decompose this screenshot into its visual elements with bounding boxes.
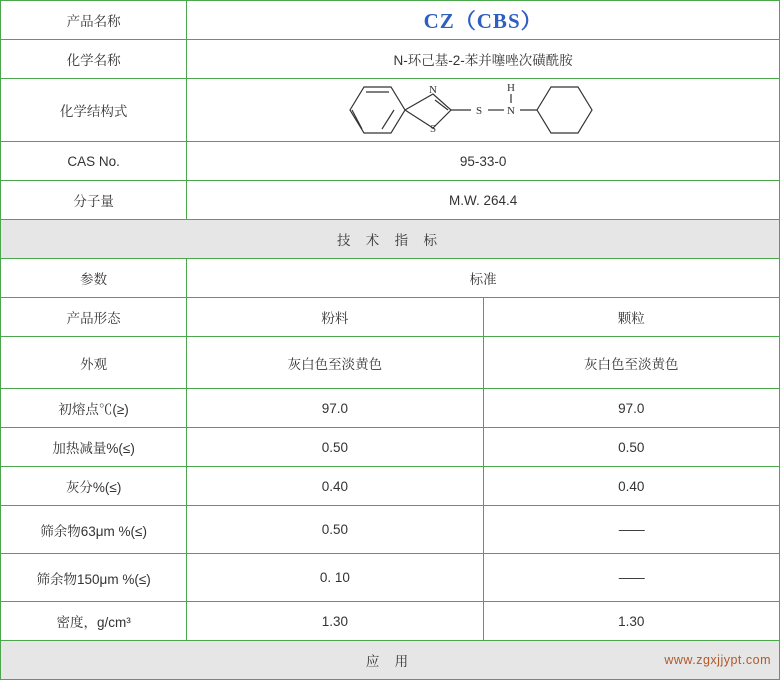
row-powder-melting: 97.0: [187, 389, 483, 428]
table-row: [1, 181, 780, 220]
row-granule-residue-150: ——: [483, 554, 779, 602]
table-row: [1, 259, 780, 298]
table-row: [1, 1, 780, 40]
tech-index-band: [1, 220, 780, 259]
table-row: [1, 389, 780, 428]
row-label-density: 密度，g/cm³: [1, 602, 187, 641]
site-watermark: www.zgxjjypt.com: [664, 653, 771, 667]
row-label-ash: 灰分%(≤): [1, 467, 187, 506]
row-label-form: 产品形态: [1, 298, 187, 337]
structure-atom-h-link: H: [507, 82, 516, 94]
table-row: [1, 298, 780, 337]
standard-header: 标准: [187, 259, 780, 298]
row-granule-form: 颗粒: [483, 298, 779, 337]
row-granule-melting: 97.0: [483, 389, 779, 428]
mw-label: 分子量: [1, 181, 187, 220]
chemical-name-label: 化学名称: [1, 40, 187, 79]
application-band: [1, 641, 780, 680]
row-powder-density: 1.30: [187, 602, 483, 641]
row-label-melting: 初熔点℃(≥): [1, 389, 187, 428]
structure-atom-n-link: N: [507, 105, 516, 117]
row-powder-residue-63: 0.50: [187, 506, 483, 554]
structure-atom-n-ring: N: [429, 84, 438, 96]
row-granule-density: 1.30: [483, 602, 779, 641]
row-label-residue-63: 筛余物63μm %(≤): [1, 506, 187, 554]
row-powder-form: 粉料: [187, 298, 483, 337]
table-row: [1, 554, 780, 602]
row-granule-heat-loss: 0.50: [483, 428, 779, 467]
table-row: [1, 506, 780, 554]
row-granule-residue-63: ——: [483, 506, 779, 554]
structure-atom-s-ring: S: [430, 123, 437, 135]
row-powder-ash: 0.40: [187, 467, 483, 506]
row-label-heat-loss: 加热减量%(≤): [1, 428, 187, 467]
table-row: [1, 467, 780, 506]
row-granule-ash: 0.40: [483, 467, 779, 506]
row-label-residue-150: 筛余物150μm %(≤): [1, 554, 187, 602]
product-name-label: 产品名称: [1, 1, 187, 40]
chemical-name-value: N-环己基-2-苯并噻唑次磺酰胺: [187, 40, 780, 79]
structure-diagram: [187, 79, 779, 141]
table-row: [1, 79, 780, 142]
structure-label: 化学结构式: [1, 79, 187, 142]
product-name-value: [187, 1, 780, 40]
row-granule-appearance: 灰白色至淡黄色: [483, 337, 779, 389]
product-name-text: CZ（CBS）: [423, 9, 543, 33]
table-row: [1, 40, 780, 79]
structure-atom-s-link: S: [476, 105, 483, 117]
application-title: 应 用: [365, 654, 415, 669]
tech-index-title: 技 术 指 标: [1, 220, 780, 259]
structure-cell: [187, 79, 780, 142]
row-powder-heat-loss: 0.50: [187, 428, 483, 467]
table-row: [1, 142, 780, 181]
cas-value: 95-33-0: [187, 142, 780, 181]
application-title-cell: [1, 641, 780, 680]
table-row: [1, 428, 780, 467]
chemical-structure-icon: [338, 79, 628, 141]
table-row: [1, 602, 780, 641]
row-label-appearance: 外观: [1, 337, 187, 389]
row-powder-appearance: 灰白色至淡黄色: [187, 337, 483, 389]
table-row: [1, 337, 780, 389]
mw-value: M.W. 264.4: [187, 181, 780, 220]
cas-label: CAS No.: [1, 142, 187, 181]
param-header: 参数: [1, 259, 187, 298]
row-powder-residue-150: 0. 10: [187, 554, 483, 602]
